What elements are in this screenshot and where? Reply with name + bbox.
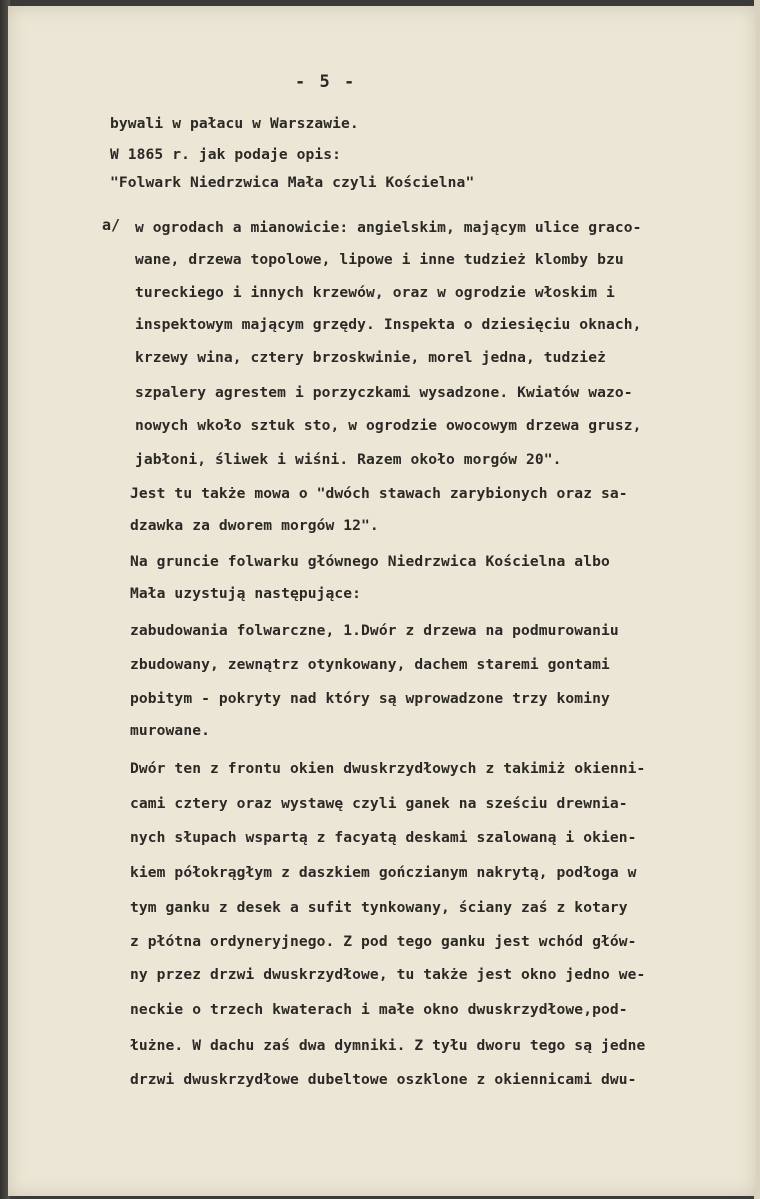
text-line: nych słupach wspartą z facyatą deskami szalowaną i okien- — [130, 829, 637, 846]
text-line: jabłoni, śliwek i wiśni. Razem około morgów 20". — [135, 451, 562, 468]
text-line: pobitym - pokryty nad który są wprowadzone trzy kominy — [130, 690, 610, 707]
text-line: cami cztery oraz wystawę czyli ganek na sześciu drewnia- — [130, 795, 628, 812]
text-line: neckie o trzech kwaterach i małe okno dwuskrzydłowe,pod- — [130, 1001, 628, 1018]
text-line: z płótna ordyneryjnego. Z pod tego ganku jest wchód głów- — [130, 933, 637, 950]
text-line: W 1865 r. jak podaje opis: — [110, 146, 342, 163]
text-line: ny przez drzwi dwuskrzydłowe, tu także jest okno jedno we- — [130, 966, 646, 983]
text-line: tym ganku z desek a sufit tynkowany, ściany zaś z kotary — [130, 899, 628, 916]
text-line: łużne. W dachu zaś dwa dymniki. Z tyłu dworu tego są jedne — [130, 1037, 646, 1054]
text-line: kiem półokrągłym z daszkiem gończianym nakrytą, podłoga w — [130, 864, 637, 881]
text-line: dzawka za dworem morgów 12". — [130, 517, 379, 534]
text-line: szpalery agrestem i porzyczkami wysadzone. Kwiatów wazo- — [135, 384, 633, 401]
text-line: zbudowany, zewnątrz otynkowany, dachem staremi gontami — [130, 656, 610, 673]
page-number: - 5 - — [295, 72, 357, 92]
text-line: w ogrodach a mianowicie: angielskim, mającym ulice graco- — [135, 219, 642, 236]
text-line: nowych wkoło sztuk sto, w ogrodzie owocowym drzewa grusz, — [135, 417, 642, 434]
text-line: wane, drzewa topolowe, lipowe i inne tudzież klomby bzu — [135, 251, 624, 268]
text-line: zabudowania folwarczne, 1.Dwór z drzewa na podmurowaniu — [130, 622, 619, 639]
text-line: Mała uzystują następujące: — [130, 585, 362, 602]
text-line: tureckiego i innych krzewów, oraz w ogrodzie włoskim i — [135, 284, 615, 301]
text-line: murowane. — [130, 722, 210, 739]
list-marker: a/ — [102, 216, 121, 234]
text-line: inspektowym mającym grzędy. Inspekta o dziesięciu oknach, — [135, 316, 642, 333]
text-line: drzwi dwuskrzydłowe dubeltowe oszklone z okiennicami dwu- — [130, 1071, 637, 1088]
text-line: Jest tu także mowa o "dwóch stawach zarybionych oraz sa- — [130, 485, 628, 502]
text-line: "Folwark Niedrzwica Mała czyli Kościelna" — [110, 174, 475, 191]
text-line: krzewy wina, cztery brzoskwinie, morel jedna, tudzież — [135, 349, 606, 366]
text-line: bywali w pałacu w Warszawie. — [110, 115, 359, 132]
text-line: Na gruncie folwarku głównego Niedrzwica Kościelna albo — [130, 553, 610, 570]
text-line: Dwór ten z frontu okien dwuskrzydłowych z takimiż okienni- — [130, 760, 646, 777]
